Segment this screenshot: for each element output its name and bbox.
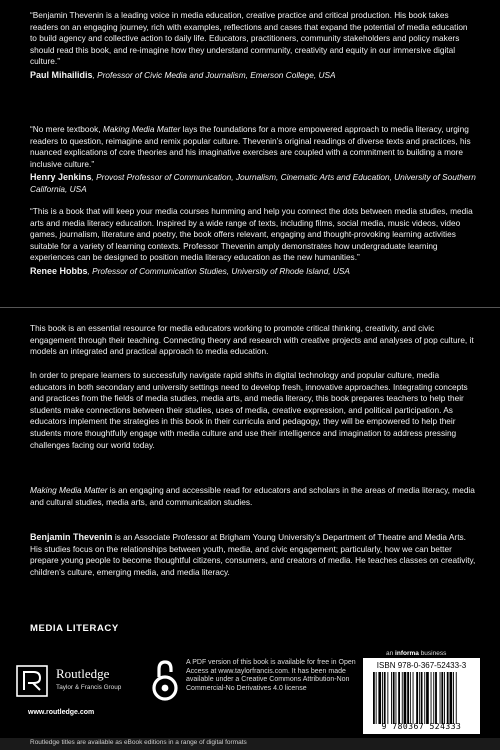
isbn-number: ISBN 978-0-367-52433-3	[376, 661, 467, 670]
barcode-bar	[453, 672, 454, 724]
barcode-bar	[456, 672, 457, 724]
barcode-bar	[387, 672, 388, 724]
barcode-bar	[393, 672, 395, 724]
author-name: Benjamin Thevenin	[30, 532, 113, 542]
quote-attribution	[30, 172, 476, 195]
quote-author-name: Renee Hobbs	[30, 265, 88, 276]
section-divider	[0, 307, 500, 308]
quote-text-part: “No mere textbook,	[30, 124, 103, 134]
open-access-notice: A PDF version of this book is available for free in Open Access at www.taylorfrancis.com. It has been made available under a Creative Commons Attribution-Non Commercial-No Derivatives 4.0 license	[186, 659, 356, 693]
barcode-bar	[376, 672, 377, 724]
book-title-italic: Making Media Matter	[102, 124, 181, 134]
barcode-bar	[404, 672, 407, 724]
routledge-logo	[14, 662, 144, 708]
book-title-italic: Making Media Matter	[30, 485, 108, 495]
barcode-bar	[441, 672, 443, 724]
quote-author-role: , Professor of Communication Studies, University of Rhode Island, USA	[87, 265, 350, 276]
barcode-bar	[433, 672, 434, 724]
quote-text	[30, 124, 476, 170]
author-bio	[30, 532, 476, 578]
barcode-bar	[450, 672, 453, 724]
open-access-icon	[150, 659, 180, 703]
barcode-bar	[378, 672, 381, 724]
informa-prefix: an	[386, 650, 396, 657]
barcode-bar	[407, 672, 409, 724]
publisher-group: Taylor & Francis Group	[56, 684, 122, 691]
isbn-barcode	[363, 658, 480, 734]
barcode-bar	[419, 672, 420, 724]
quote-text-part: lays the foundations for a more empowered approach to media literacy, urging readers to question, reimagine and remix popular culture. Thevenin’s original readings of diverse texts and practices, his nuanced explications of core theories and his imaginative exercises are coupled with a commitment to building a more inclusive culture.”	[30, 124, 471, 169]
quote-author-role: , Provost Professor of Communication, Journalism, Cinematic Arts and Education, University of Southern California, USA	[30, 172, 476, 194]
barcode-bar	[440, 672, 441, 724]
barcode-bar	[421, 672, 423, 724]
quote-text: “Benjamin Thevenin is a leading voice in media education, creative practice and critical production. His book takes readers on an engaging journey, rich with examples, reflections and cases that expand the potential of media education to build agency and collective action to daily life. Educators, practitioners, community stakeholders and policy makers should read this book, and re-imagine how they understand community, creativity and equity in our immersive digital culture.”	[30, 10, 468, 67]
barcode-bar	[444, 672, 445, 724]
informa-business-label	[386, 650, 446, 657]
barcode-bar	[402, 672, 403, 724]
barcode-bar	[373, 672, 375, 724]
ebook-availability-note: Routledge titles are available as eBook editions in a range of digital formats	[30, 739, 247, 746]
quote-attribution	[30, 70, 476, 82]
barcode-bar	[416, 672, 418, 724]
barcode-bar	[447, 672, 449, 724]
barcode-bar	[382, 672, 383, 724]
informa-suffix: business	[418, 650, 447, 657]
endorsement-quote-1	[30, 10, 476, 82]
barcode-bar	[410, 672, 411, 724]
barcode-bars	[373, 672, 475, 724]
informa-brand: informa	[395, 650, 419, 657]
quote-author-role: , Professor of Civic Media and Journalism, Emerson College, USA	[92, 69, 336, 80]
barcode-bar	[398, 672, 400, 724]
quote-author-name: Henry Jenkins	[30, 172, 92, 183]
barcode-bar	[396, 672, 397, 724]
publisher-url: www.routledge.com	[28, 709, 95, 716]
quote-attribution	[30, 266, 476, 278]
barcode-bar	[413, 672, 414, 724]
barcode-bar	[391, 672, 392, 724]
endorsement-quote-3	[30, 206, 476, 278]
quote-text: “This is a book that will keep your media courses humming and help you connect the dots between media studies, media arts and media literacy education. Inspired by a wide range of texts, including films, social media, music videos, video games, journalism, literature and poetry, the book offers relevant, engaging and thought-provoking learning activities suitable for a variety of learning contexts. Professor Thevenin amply demonstrates how undergraduate learning experiences can be designed to position media literacy education as the new humanities.”	[30, 206, 473, 263]
author-bio-text: is an Associate Professor at Brigham Young University’s Department of Theatre and Media Arts. His studies focus on the relationships between youth, media, and civic engagement; particularly, how we can better prepare young people to become thoughtful citizens, consumers, and creators of media. He teaches classes on creativity, children’s culture, emerging media, and media literacy.	[30, 532, 476, 577]
routledge-mark-icon	[14, 662, 54, 702]
barcode-bar	[424, 672, 425, 724]
barcode-digits: 9 780367 524333	[381, 722, 462, 731]
barcode-bar	[426, 672, 429, 724]
publisher-name: Routledge	[56, 666, 110, 681]
description-paragraph-3	[30, 485, 476, 508]
quote-author-name: Paul Mihailidis	[30, 69, 93, 80]
endorsement-quote-2	[30, 124, 476, 196]
description-paragraph-1: This book is an essential resource for media educators working to promote critical thinking, creativity, and civic engagement through their teaching. Connecting theory and research with creative projects and analyses of pop culture, it models an integrated and practical approach to media education.	[30, 323, 474, 357]
barcode-bar	[384, 672, 386, 724]
description-text: is an engaging and accessible read for educators and scholars in the areas of media literacy, media and cultural studies, media arts, and communication studies.	[30, 485, 475, 507]
description-paragraph-2: In order to prepare learners to successfully navigate rapid shifts in digital technology and popular culture, media educators in both secondary and university settings need to develop fresh, innovative approaches. Integrating concepts and practices from the fields of media studies, media arts, and media literacy, this book prepares teachers to help their students make connections between their studies, uses of media, creative expression, and political participation. As educators implement the strategies in this book in their curricula and pedagogy, they will be empowered to help their students more thoughtfully engage with media culture and use their intelligence and imagination to address pressing challenges facing our world today.	[30, 370, 468, 450]
barcode-bar	[435, 672, 437, 724]
subject-category: MEDIA LITERACY	[30, 623, 119, 634]
barcode-bar	[431, 672, 432, 724]
